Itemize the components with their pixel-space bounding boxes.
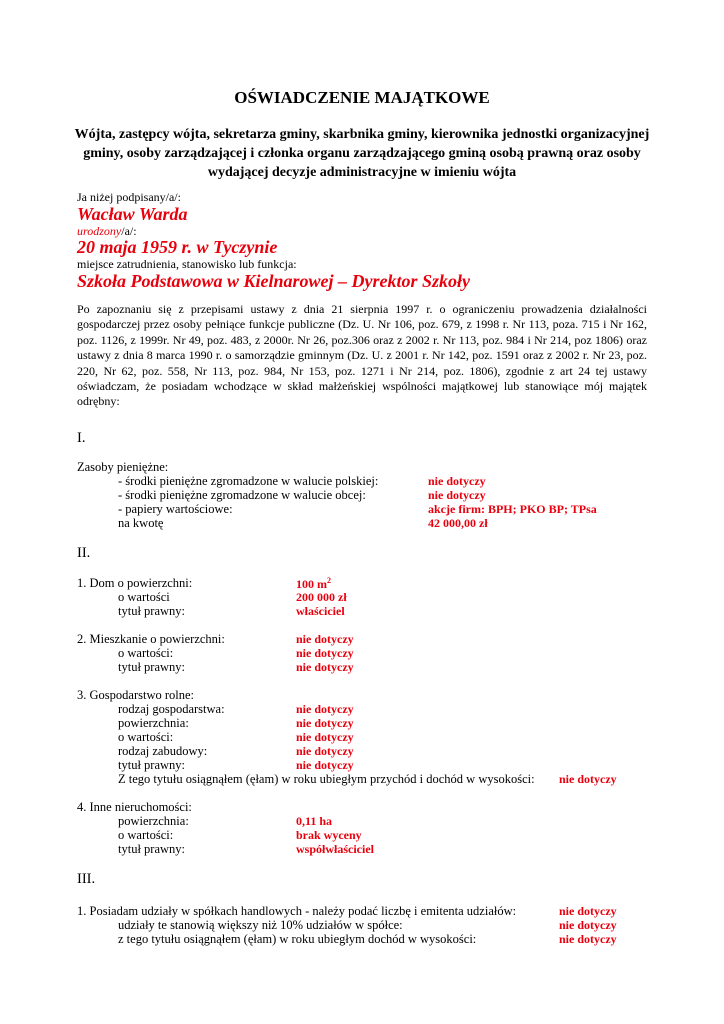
farm-worth-label: o wartości: [118,730,174,744]
securities-amount-label: na kwotę [118,516,164,530]
section-2-heading: II. [77,545,91,561]
shares-over-10-label: udziały te stanowią większy niż 10% udziałów w spółce: [118,918,403,932]
intro-paragraph: Po zapoznaniu się z przepisami ustawy z dnia 21 sierpnia 1997 r. o ograniczeniu prowadzenia działalności gospodarczej przez osoby pełniące funkcje publiczne (Dz. U. Nr 106, poz. 679, z 1998 r. Nr 113, poza. 715 i Nr 162, poz. 1126, z 1999r. Nr 49, poz. 483, z 2000r. Nr 26, poz.306 oraz z 2002 r. Nr 113, poz. 984 i Nr 214, poz 1806) oraz ustawy z dnia 8 marca 1990 r. o samorządzie gminnym (Dz. U. z 2001 r. Nr 142, poz. 1591 oraz z 2002 r. Nr 23, poz. 220, Nr 62, poz. 558, Nr 113, poz. 984, Nr 153, poz. 1271 i Nr 214, poz. 1806), zgodnie z art 24 tej ustawy oświadczam, że posiadam wchodzące w skład małżeńskiej wspólności majątkowej lub stanowiące mój majątek odrębny: [77,302,647,409]
other-area-label: powierzchnia: [118,814,189,828]
other-worth-value: brak wyceny [296,828,362,842]
farm-area-value: nie dotyczy [296,716,354,730]
securities-label: - papiery wartościowe: [118,502,233,516]
section-3-heading: III. [77,871,96,887]
farm-area-label: powierzchnia: [118,716,189,730]
securities-amount-value: 42 000,00 zł [428,516,488,530]
birth-info: 20 maja 1959 r. w Tyczynie [77,237,278,257]
house-worth-label: o wartości [118,590,170,604]
shares-over-10-value: nie dotyczy [559,918,617,932]
cash-foreign-value: nie dotyczy [428,488,486,502]
flat-area-value: nie dotyczy [296,632,354,646]
born-label-suffix: /a/: [121,224,137,238]
house-label: 1. Dom o powierzchni: [77,576,193,590]
shares-income-label: z tego tytułu osiągnąłem (ęłam) w roku ubiegłym dochód w wysokości: [118,932,477,946]
flat-worth-label: o wartości: [118,646,174,660]
shares-income-value: nie dotyczy [559,932,617,946]
house-title-value: właściciel [296,604,345,618]
section-1-heading: I. [77,430,86,446]
farm-buildings-label: rodzaj zabudowy: [118,744,208,758]
cash-resources-label: Zasoby pieniężne: [77,460,169,474]
farm-type-label: rodzaj gospodarstwa: [118,702,225,716]
other-title-label: tytuł prawny: [118,842,186,856]
farm-label: 3. Gospodarstwo rolne: [77,688,194,702]
other-title-value: współwłaściciel [296,842,374,856]
other-worth-label: o wartości: [118,828,174,842]
flat-worth-value: nie dotyczy [296,646,354,660]
shares-label: 1. Posiadam udziały w spółkach handlowych - należy podać liczbę i emitenta udziałów: [77,904,517,918]
farm-income-value: nie dotyczy [559,772,617,786]
farm-worth-value: nie dotyczy [296,730,354,744]
flat-title-value: nie dotyczy [296,660,354,674]
document-title: OŚWIADCZENIE MAJĄTKOWE [234,88,490,107]
flat-title-label: tytuł prawny: [118,660,186,674]
document-subtitle: Wójta, zastępcy wójta, sekretarza gminy, skarbnika gminy, kierownika jednostki organizacyjnej gminy, osoby zarządzającej i członka organu zarządzającego gminą osobą prawną oraz osoby wydającej decyzje administracyjne w imieniu wójta [74,127,650,180]
house-title-label: tytuł prawny: [118,604,186,618]
other-area-value: 0,11 ha [296,814,333,828]
flat-label: 2. Mieszkanie o powierzchni: [77,632,225,646]
house-area-unit-sup: 2 [327,576,331,585]
securities-value: akcje firm: BPH; PKO BP; TPsa [428,502,597,516]
workplace-value: Szkoła Podstawowa w Kielnarowej – Dyrektor Szkoły [77,271,471,291]
born-label-word: urodzony [77,224,122,238]
cash-foreign-label: - środki pieniężne zgromadzone w walucie obcej: [118,488,366,502]
farm-title-value: nie dotyczy [296,758,354,772]
signed-label: Ja niżej podpisany/a/: [77,190,181,204]
declarant-name: Wacław Warda [77,204,188,224]
farm-income-label: Z tego tytułu osiągnąłem (ęłam) w roku ubiegłym przychód i dochód w wysokości: [118,772,535,786]
cash-pln-value: nie dotyczy [428,474,486,488]
other-property-label: 4. Inne nieruchomości: [77,800,192,814]
house-worth-value: 200 000 zł [296,590,347,604]
house-area-number: 100 m [296,577,327,591]
workplace-label: miejsce zatrudnienia, stanowisko lub funkcja: [77,257,297,271]
farm-title-label: tytuł prawny: [118,758,186,772]
shares-value: nie dotyczy [559,904,617,918]
farm-type-value: nie dotyczy [296,702,354,716]
farm-buildings-value: nie dotyczy [296,744,354,758]
cash-pln-label: - środki pieniężne zgromadzone w walucie polskiej: [118,474,379,488]
